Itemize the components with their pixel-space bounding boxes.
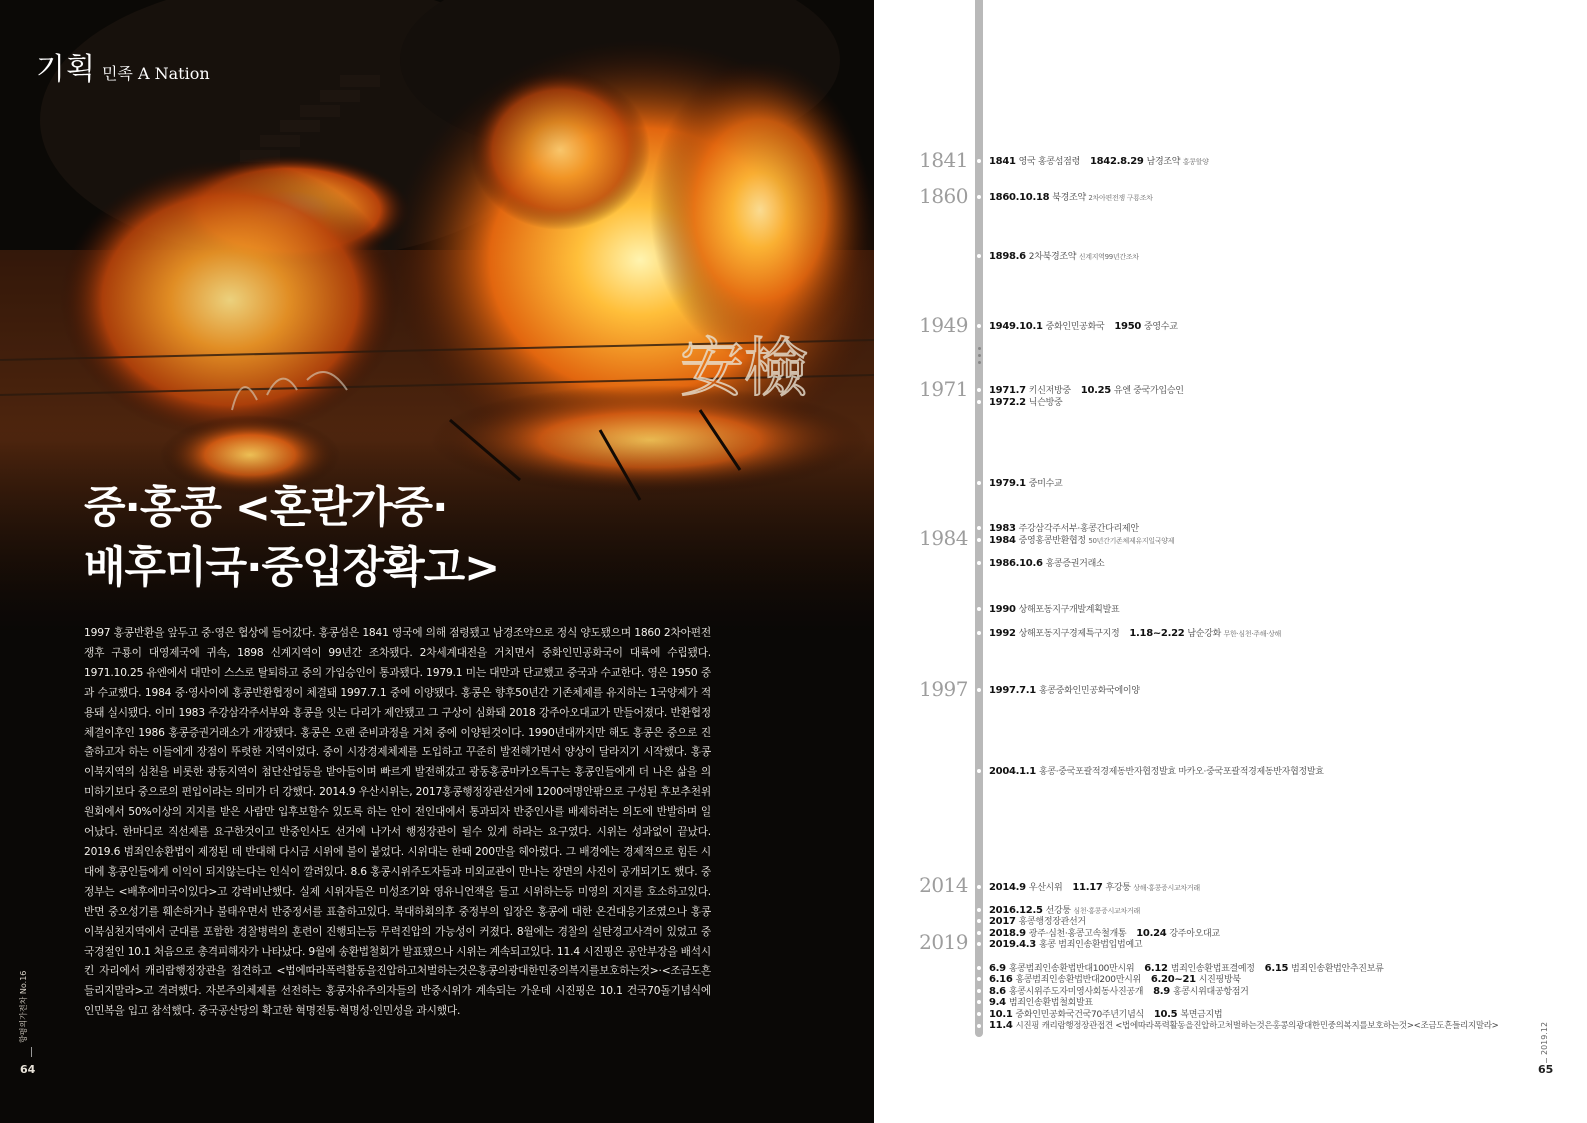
timeline-entry: 10.1 중화인민공화국건국70주년기념식 10.5 복면금지법 <box>989 1009 1223 1020</box>
timeline-dot <box>977 561 981 565</box>
timeline-dot <box>977 1024 981 1028</box>
timeline-dot <box>977 254 981 258</box>
timeline-dot <box>977 538 981 542</box>
issue-date-label: 2019.12 <box>1540 1021 1549 1055</box>
article-title <box>84 478 824 598</box>
timeline-dot <box>977 989 981 993</box>
timeline-gap-dot <box>978 361 981 364</box>
timeline-gap-dot <box>978 347 981 350</box>
timeline-entry: 6.9 홍콩범죄인송환법반대100만시위 6.12 범죄인송환법표결예정 6.15 범죄인송환법안추진보류 <box>989 963 1384 974</box>
year-label: 1997 <box>919 677 968 701</box>
timeline-entry: 8.6 홍콩시위주도자미영사회동사진공개 8.9 홍콩시위대공항점거 <box>989 986 1249 997</box>
year-label: 1860 <box>919 184 968 208</box>
timeline-entry: 6.16 홍콩범죄인송환법반대200만시위 6.20~21 시진핑방북 <box>989 974 1241 985</box>
timeline-entry: 2018.9 광주·심천·홍콩고속철개통 10.24 강주아오대교 <box>989 928 1220 939</box>
timeline-entry: 1984 중영홍콩반환협정 50년간기존체제유지일국양제 <box>989 535 1175 546</box>
year-label: 2019 <box>919 930 968 954</box>
timeline-dot <box>977 631 981 635</box>
timeline-entry: 2016.12.5 선강퉁 심천·홍콩증시교차거래 <box>989 905 1140 916</box>
timeline-gap-dot <box>978 354 981 357</box>
page-number-left: 64 <box>20 1063 36 1076</box>
timeline-dot <box>977 885 981 889</box>
timeline-entry: 1841 영국 홍콩섬점령 1842.8.29 남경조약 홍콩할양 <box>989 156 1209 167</box>
timeline-dot <box>977 977 981 981</box>
right-page <box>874 0 1587 1123</box>
timeline-bar <box>975 0 983 1037</box>
timeline-dot <box>977 908 981 912</box>
timeline-entry: 2017 홍콩행정장관선거 <box>989 916 1086 927</box>
year-label: 1841 <box>919 148 968 172</box>
timeline-dot <box>977 400 981 404</box>
timeline-dot <box>977 919 981 923</box>
left-folio <box>14 970 38 1076</box>
timeline-entry: 1860.10.18 북경조약 2차아편전쟁 구룡조차 <box>989 192 1153 203</box>
year-label: 1971 <box>919 377 968 401</box>
year-label: 1949 <box>919 313 968 337</box>
timeline-dot <box>977 769 981 773</box>
year-label: 2014 <box>919 873 968 897</box>
timeline-dot <box>977 481 981 485</box>
timeline-entry: 2014.9 우산시위 11.17 후강퉁 상해·홍콩증시교차거래 <box>989 882 1200 893</box>
graffiti-text: 安檢 <box>680 332 808 406</box>
timeline-entry: 1898.6 2차북경조약 신계지역99년간조차 <box>989 251 1139 262</box>
timeline-entry: 1990 상해포동지구개발계획발표 <box>989 604 1120 615</box>
year-label: 1984 <box>919 526 968 550</box>
page-number-right: 65 <box>1538 1063 1554 1076</box>
timeline-dot <box>977 607 981 611</box>
timeline-dot <box>977 942 981 946</box>
timeline-entry: 1979.1 중미수교 <box>989 478 1063 489</box>
timeline-dot <box>977 195 981 199</box>
section-subtitle: 민족 A Nation <box>101 64 210 83</box>
timeline-entry: 9.4 범죄인송환법철회발표 <box>989 997 1093 1008</box>
section-header <box>36 44 210 88</box>
timeline-dot <box>977 1000 981 1004</box>
timeline-entry: 1949.10.1 중화인민공화국 1950 중영수교 <box>989 321 1178 332</box>
article-title-line-1: 중·홍콩 <혼란가중· <box>84 483 448 533</box>
folio-divider <box>31 1047 32 1057</box>
timeline-dot <box>977 324 981 328</box>
timeline-entry: 1972.2 닉슨방중 <box>989 397 1063 408</box>
article-body: 1997 홍콩반환을 앞두고 중·영은 협상에 들어갔다. 홍콩섬은 1841 영국에 의해 점령됐고 남경조약으로 정식 양도됐으며 1860 2차아편전쟁후 구룡이 대영제국에 귀속, 1898 신계지역이 99년간 조차됐다. 2차세계대전을 거치면서 중화인민공화국이 대륙에 수립됐다. 1971.10.25 유엔에서 대만이 스스로 탈퇴하고 중의 가입승인이 통과됐다. 1979.1 미는 대만과 단교했고 중국과 수교한다. 영은 1950 중과 수교했다. 1984 중·영사이에 홍콩반환협정이 체결돼 1997.7.1 중에 이양됐다. 홍콩은 향후50년간 기존체제를 유지하는 1국양제가 적용돼 실시됐다. 이미 1983 주강삼각주서부와 홍콩을 잇는 다리가 제안됐고 그 구상이 심화돼 2018 강주아오대교가 만들어졌다. 반환협정체결이후인 1986 홍콩증권거래소가 개장됐다. 홍콩은 오랜 준비과정을 거쳐 중에 이양된것이다. 1990년대까지만 해도 홍콩은 중으로 진출하고자 하는 이들에게 장점이 뚜렷한 지역이었다. 중이 시장경제체제를 도입하고 꾸준히 발전해가면서 양상이 달라지기 시작했다. 홍콩이북지역의 심천을 비롯한 광동지역이 첨단산업등을 받아들이며 빠르게 발전해갔고 광동홍콩마카오특구는 홍콩인들에게 더 나은 삶을 의미하기보다 중으로의 편입이라는 의미가 더 강했다. 2014.9 우산시위는, 2017홍콩행정장관선거에 1200여명안팎으로 구성된 후보추천위원회에서 50%이상의 지지를 받은 사람만 입후보할수 있도록 하는 안이 전인대에서 통과되자 반중인사를 배제하려는 의도에 반발하며 일어났다. 한마디로 직선제를 요구한것이고 반중인사도 선거에 나가서 행정장관이 될수 있게 하라는 요구였다. 시위는 성과없이 끝났다. 2019.6 범죄인송환법이 제정된 데 반대해 다시금 시위에 불이 붙었다. 시위대는 한때 200만을 헤아렸다. 그 배경에는 경제적으로 힘든 시대에 홍콩인들에게 이익이 되지않는다는 인식이 깔려있다. 8.6 홍콩시위주도자들과 미외교관이 만나는 장면의 사진이 공개되기도 했다. 중정부는 <배후에미국이있다>고 강력비난했다. 실제 시위자들은 미성조기와 영유니언잭을 들고 시위하는등 미영의 지지를 호소하고있다. 반면 중오성기를 훼손하거나 불태우면서 반중정서를 표출하고있다. 북대하회의후 중정부의 입장은 홍콩에 대한 온건대응기조였으나 홍콩이북심천지역에서 군대를 포함한 경찰병력의 훈련이 진행되는등 무력진압의 가능성이 커졌다. 8월에는 경찰의 실탄경고사격이 있었고 중국경절인 10.1 처음으로 총격피해자가 나타났다. 9월에 송환법철회가 발표됐으나 시위는 계속되고있다. 11.4 시진핑은 공안부장을 배석시킨 자리에서 캐리람행정장관을 접견하고 <법에따라폭력활동을진압하고처벌하는것은홍콩의광대한민중의복지를보호하는것>·<조금도흔들리지말라>고 격려했다. 자본주의체제를 선전하는 홍콩자유주의자들의 반중시위가 계속되는 가운데 시진핑은 10.1 건국70돌기념식에 인민복을 입고 참석했다. 중국공산당의 확고한 혁명전통·혁명성·인민성을 과시했다. <box>84 626 712 1018</box>
timeline-entry: 1971.7 키신저방중 10.25 유엔 중국가입승인 <box>989 385 1184 396</box>
timeline-dot <box>977 688 981 692</box>
article-title-line-2: 배후미국·중입장확고> <box>84 543 500 593</box>
section-keyword: 기획 <box>36 52 96 87</box>
timeline-dot <box>977 159 981 163</box>
timeline-dot <box>977 388 981 392</box>
right-folio <box>1536 1020 1560 1080</box>
timeline-dot <box>977 1012 981 1016</box>
timeline-entry: 11.4 시진핑 캐리람행정장관접견 <법에따라폭력활동을진압하고처벌하는것은홍콩의광대한민중의복지를보호하는것><조금도흔들리지말라> <box>989 1020 1499 1031</box>
timeline-dot <box>977 526 981 530</box>
timeline-entry: 1983 주강삼각주서부·홍콩간다리제안 <box>989 523 1139 534</box>
timeline-dot <box>977 966 981 970</box>
timeline-entry: 1986.10.6 홍콩증권거래소 <box>989 558 1105 569</box>
timeline-entry: 2004.1.1 홍콩·중국포괄적경제동반자협정발효 마카오·중국포괄적경제동반자협정발효 <box>989 766 1324 777</box>
timeline-entry: 1992 상해포동지구경제특구지정 1.18~2.22 남순강화 무한·심천·주해·상해 <box>989 628 1282 639</box>
timeline-entry: 1997.7.1 홍콩중화인민공화국에이양 <box>989 685 1140 696</box>
timeline-dot <box>977 931 981 935</box>
magazine-issue-label: 향평의가전차 No.16 <box>19 970 28 1043</box>
timeline-entry: 2019.4.3 홍콩 범죄인송환법입법예고 <box>989 939 1143 950</box>
